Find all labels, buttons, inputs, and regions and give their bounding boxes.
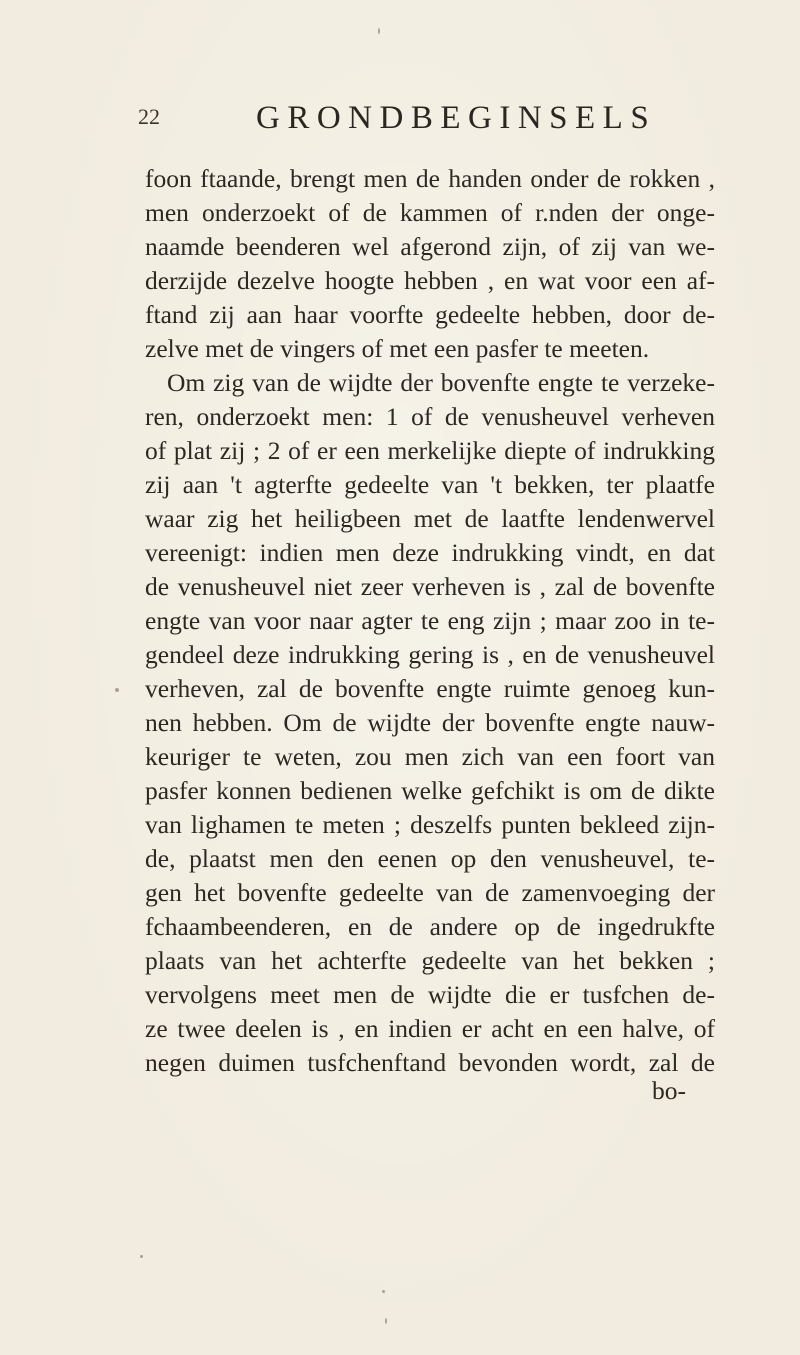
text-line: of plat zij ; 2 of er een merkelijke diepte of indrukking [145, 436, 715, 465]
paper-speck [378, 28, 380, 34]
text-line: van lighamen te meten ; deszelfs punten bekleed zijn- [145, 810, 715, 839]
paper-speck [382, 1290, 385, 1293]
text-line: Om zig van de wijdte der bovenfte engte te verzeke- [167, 368, 715, 397]
text-line: fchaambeenderen, en de andere op de ingedrukfte [145, 912, 715, 941]
text-line: gen het bovenfte gedeelte van de zamenvoeging der [145, 878, 715, 907]
text-line: zij aan 't agterfte gedeelte van 't bekken, ter plaatfe [145, 470, 715, 499]
text-line: de venusheuvel niet zeer verheven is , zal de bovenfte [145, 572, 715, 601]
text-line: gendeel deze indrukking gering is , en de venusheuvel [145, 640, 715, 669]
text-line: men onderzoekt of de kammen of r.nden der onge- [145, 198, 715, 227]
text-line: keuriger te weten, zou men zich van een foort van [145, 742, 715, 771]
text-line: ftand zij aan haar voorfte gedeelte hebben, door de- [145, 300, 715, 329]
text-line: vervolgens meet men de wijdte die er tusfchen de- [145, 980, 715, 1009]
paper-speck [140, 1255, 143, 1258]
text-line: verheven, zal de bovenfte engte ruimte genoeg kun- [145, 674, 715, 703]
catchword: bo- [652, 1076, 686, 1105]
text-line: nen hebben. Om de wijdte der bovenfte engte nauw- [145, 708, 715, 737]
text-line: foon ftaande, brengt men de handen onder de rokken , [145, 164, 715, 193]
text-line: derzijde dezelve hoogte hebben , en wat voor een af- [145, 266, 715, 295]
text-line: negen duimen tusfchenftand bevonden wordt, zal de [145, 1048, 715, 1077]
page-header [138, 100, 708, 144]
body-text [145, 162, 715, 1080]
text-line: waar zig het heiligbeen met de laatfte lendenwervel [145, 504, 715, 533]
text-line: ren, onderzoekt men: 1 of de venusheuvel verheven [145, 402, 715, 431]
paper-speck [115, 688, 119, 692]
text-line: pasfer konnen bedienen welke gefchikt is om de dikte [145, 776, 715, 805]
page-number: 22 [138, 104, 160, 129]
text-line: ze twee deelen is , en indien er acht en een halve, of [145, 1014, 715, 1043]
paper-speck [385, 1318, 387, 1324]
text-line: engte van voor naar agter te eng zijn ; maar zoo in te- [145, 606, 715, 635]
text-line: vereenigt: indien men deze indrukking vindt, en dat [145, 538, 715, 567]
running-head: GRONDBEGINSELS [256, 100, 657, 136]
text-line: naamde beenderen wel afgerond zijn, of zij van we- [145, 232, 715, 261]
text-line: de, plaatst men den eenen op den venusheuvel, te- [145, 844, 715, 873]
text-line: plaats van het achterfte gedeelte van het bekken ; [145, 946, 715, 975]
text-line: zelve met de vingers of met een pasfer te meeten. [145, 334, 650, 363]
